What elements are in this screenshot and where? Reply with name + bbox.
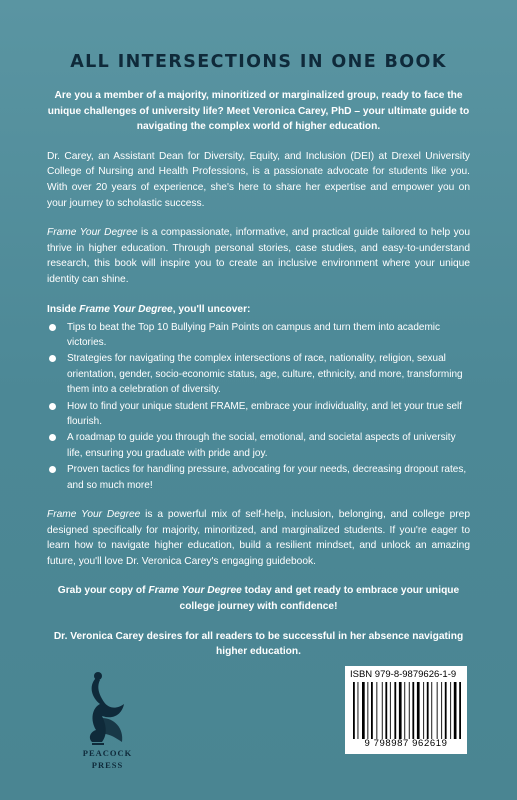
barcode-bar (362, 682, 365, 739)
bullet-icon (49, 324, 56, 331)
barcode-bar (423, 682, 424, 739)
list-item (47, 430, 470, 461)
publisher-name-line1: PEACOCK (82, 748, 133, 758)
list-item-text: Tips to beat the Top 10 Bullying Pain Points on campus and turn them into academic victories. (67, 321, 440, 348)
list-item-text: Strategies for navigating the complex intersections of race, nationality, religion, sexual orientation, gender, socio-economic status, age, culture, ethnicity, and more, transforming them into a celebration of diversity. (67, 353, 463, 396)
cta-paragraph (47, 583, 470, 614)
barcode-bar (437, 682, 438, 739)
list-intro-prefix: Inside (47, 303, 80, 315)
list-intro (47, 302, 470, 317)
list-item-text: Proven tactics for handling pressure, advocating for your needs, decreasing dropout rates, and so much more! (67, 464, 467, 491)
barcode-bar (441, 682, 442, 739)
list-item-text: How to find your unique student FRAME, embrace your individuality, and let your true self flourish. (67, 400, 463, 427)
barcode-bar (450, 682, 451, 739)
list-item (47, 320, 470, 351)
barcode-bar (390, 682, 391, 739)
barcode-bar (385, 682, 387, 739)
barcode-bar (371, 682, 373, 739)
list-item (47, 462, 470, 493)
barcode-bar (412, 682, 414, 739)
bullet-icon (49, 403, 56, 410)
barcode-bar (427, 682, 429, 739)
barcode-bar (454, 682, 457, 739)
list-item (47, 399, 470, 430)
closing-paragraph: Dr. Veronica Carey desires for all readers to be successful in her absence navigating higher education. (53, 630, 464, 658)
bullet-icon (49, 434, 56, 441)
barcode-bar (431, 682, 432, 739)
summary-paragraph (47, 507, 470, 569)
bio-paragraph: Dr. Carey, an Assistant Dean for Diversity, Equity, and Inclusion (DEI) at Drexel University College of Nursing and Health Professions, is a passionate advocate for students like you. With over 20 years of experience, she's here to share her expertise and empower you on your journey to scholastic success. (47, 150, 470, 209)
barcode-bar (358, 682, 359, 739)
barcode-bars (353, 682, 461, 739)
description-paragraph (47, 225, 470, 287)
intro-paragraph: Are you a member of a majority, minoritized or marginalized group, ready to face the unique challenges of university life? Meet Veronica Carey, PhD – your ultimate guide to navigating the complex world of higher education. (47, 90, 470, 133)
barcode-number: 9 798987 962619 (364, 738, 448, 749)
bullet-icon (49, 466, 56, 473)
barcode-bar (382, 682, 383, 739)
book-title-inline: Frame Your Degree (47, 509, 141, 520)
isbn-label: ISBN 979-8-9879626-1-9 (350, 669, 457, 680)
barcode-bar (445, 682, 447, 739)
barcode-bar (367, 682, 368, 739)
isbn-barcode (345, 666, 467, 754)
publisher-name-line2: PRESS (91, 760, 124, 770)
book-title-inline: Frame Your Degree (47, 227, 138, 239)
barcode-bar (409, 682, 410, 739)
cover-title: ALL INTERSECTIONS IN ONE BOOK (70, 52, 447, 72)
list-item (47, 351, 470, 397)
barcode-bar (376, 682, 377, 739)
barcode-bar (404, 682, 405, 739)
barcode-bar (459, 682, 461, 739)
cta-prefix: Grab your copy of (57, 585, 149, 597)
back-cover-copy (47, 88, 470, 674)
barcode-bar (394, 682, 396, 739)
feature-list (47, 320, 470, 493)
list-item-text: A roadmap to guide you through the social, emotional, and societal aspects of university life, ensuring you graduate with pride and joy. (67, 432, 456, 459)
barcode-bar (399, 682, 402, 739)
barcode-bar (417, 682, 420, 739)
book-title-inline: Frame Your Degree (148, 585, 242, 597)
barcode-bar (353, 682, 355, 739)
book-title-inline: Frame Your Degree (79, 303, 173, 315)
cta-suffix: today and get ready to embrace your unique college journey with confidence! (179, 585, 460, 612)
summary-text: is a powerful mix of self-help, inclusion, belonging, and college prep designed specifically for majority, minoritized, and marginalized students. If you're eager to learn how to navigate higher education, build a resilient mindset, and unlock an amazing future, you'll love Dr. Veronica Carey's engaging guidebook. (47, 509, 470, 567)
list-intro-suffix: , you'll uncover: (172, 303, 251, 315)
bullet-icon (49, 355, 56, 362)
description-text: is a compassionate, informative, and practical guide tailored to help you thrive in higher education. Through personal stories, case studies, and easy-to-understand research, this book will inspire you to create an inclusive environment where your unique identity can shine. (47, 227, 470, 285)
